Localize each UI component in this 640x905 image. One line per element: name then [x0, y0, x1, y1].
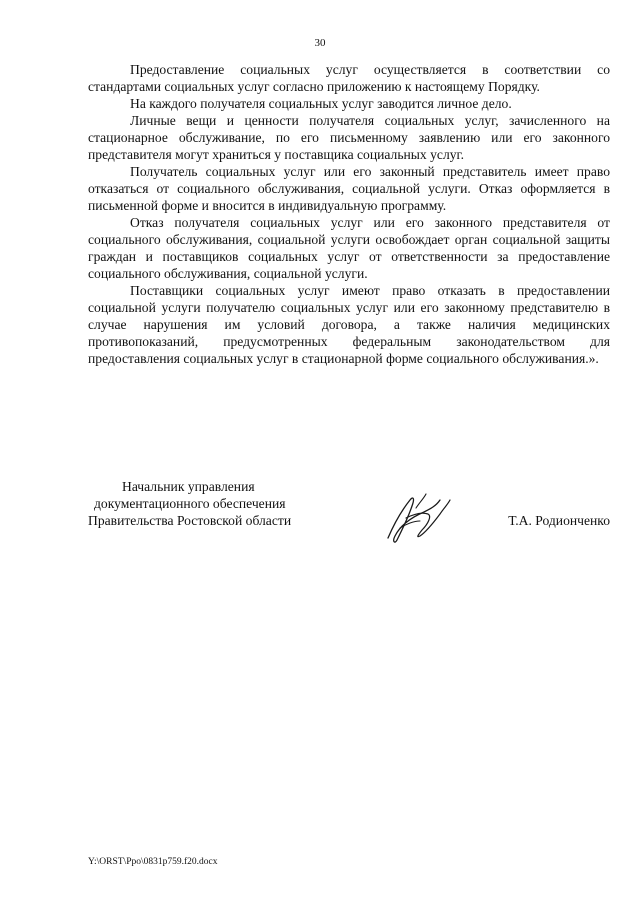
signatory-title-line: документационного обеспечения [94, 496, 286, 511]
file-path-footer: Y:\ORST\Ppo\0831p759.f20.docx [88, 857, 218, 867]
paragraph-standards: Предоставление социальных услуг осуществляется в соответствии со стандартами социальных услуг согласно приложению к настоящему Порядку. [88, 62, 610, 94]
signatory-title [88, 478, 328, 529]
paragraph-personal-belongings: Личные вещи и ценности получателя социальных услуг, зачисленного на стационарное обслуживание, по его письменному заявлению или его законного представителя могут храниться у поставщика социальных услуг. [88, 113, 610, 162]
document-body [88, 61, 610, 367]
paragraph-right-to-refuse: Получатель социальных услуг или его законный представитель имеет право отказаться от социального обслуживания, социальной услуги. Отказ оформляется в письменной форме и вносится в индивидуальную программу. [88, 164, 610, 213]
paragraph-personal-file: На каждого получателя социальных услуг заводится личное дело. [130, 96, 512, 111]
paragraph-provider-refusal: Поставщики социальных услуг имеют право отказать в предоставлении социальной услуги получателю социальных услуг или его законному представителю в случае нарушения им условий договора, а также наличия медицинских противопоказаний, предусмотренных федеральным законодательством для предоставления социальных услуг в стационарной форме социального обслуживания.». [88, 283, 610, 366]
handwritten-signature [380, 488, 454, 548]
signatory-title-line: Правительства Ростовской области [88, 513, 292, 528]
signatory-name: Т.А. Родионченко [508, 513, 610, 528]
signatory-title-line: Начальник управления [122, 479, 255, 494]
paragraph-refusal-consequences: Отказ получателя социальных услуг или его законного представителя от социального обслуживания, социальной услуги освобождает орган социальной защиты граждан и поставщиков социальных услуг от ответственности за предоставление социального обслуживания, социальной услуги. [88, 215, 610, 281]
page-number: 30 [314, 37, 326, 49]
signature-block [88, 478, 610, 558]
